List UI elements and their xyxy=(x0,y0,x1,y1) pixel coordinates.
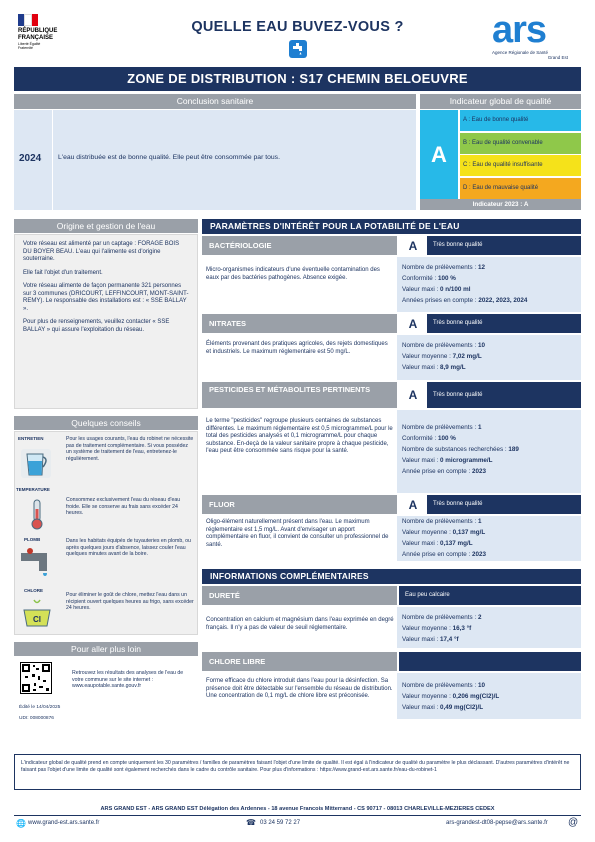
advice-tag: PLOMB xyxy=(24,537,41,542)
params-header: PARAMÈTRES D'INTÉRÊT POUR LA POTABILITÉ DE L'EAU xyxy=(202,219,581,234)
ars-sub2: Grand Est xyxy=(547,55,568,60)
advice-tag: TEMPERATURE xyxy=(16,487,50,492)
param-grade: A xyxy=(401,496,425,514)
legend-a: A : Eau de bonne qualité xyxy=(460,110,581,131)
param-quality: Très bonne qualité xyxy=(427,495,581,514)
param-quality: Très bonne qualité xyxy=(427,236,581,255)
water-jug-icon xyxy=(20,446,54,480)
conclusion-text: L'eau distribuée est de bonne qualité. Elle peut être consommée par tous. xyxy=(58,154,280,161)
param-quality: Très bonne qualité xyxy=(427,314,581,333)
param-grade: A xyxy=(401,384,425,406)
origin-p4: Pour plus de renseignements, veuillez contacter « SSE BALLAY » qui assure l'exploitation du réseau. xyxy=(23,319,170,333)
advice-text: Pour éliminer le goût de chlore, mettez l'eau dans un récipient ouvert quelques heures au frigo, sans excéder 24 heures. xyxy=(66,592,194,611)
indicator-legend xyxy=(460,110,581,199)
marianne-logo xyxy=(18,14,78,56)
zone-title: ZONE DE DISTRIBUTION : S17 CHEMIN BELOEUVRE xyxy=(14,67,581,91)
comp-chlore xyxy=(202,652,581,728)
indicator-footer: Indicateur 2023 : A xyxy=(420,199,581,210)
further-text: Retrouvez les résultats des analyses de l'eau de votre commune sur le site internet : www.eaupotable.sante.gouv.fr xyxy=(72,670,184,689)
advice-item-chlore xyxy=(16,584,196,634)
param-quality: Très bonne qualité xyxy=(427,382,581,408)
param-desc: Le terme "pesticides" regroupe plusieurs centaines de substances différentes. Le maximum réglementaire est 0,5 microgramme/L pour le total des pesticides analysés et 0,1 microgramme/L pour chaque substance. En-deçà de la valeur sanitaire propre à chaque pesticide, l'eau peut être consommée sans risque pour la santé. xyxy=(206,418,393,454)
page-title: QUELLE EAU BUVEZ-VOUS ? xyxy=(191,19,404,35)
param-title: PESTICIDES ET MÉTABOLITES PERTINENTS xyxy=(202,382,397,408)
legend-d: D : Eau de mauvaise qualité xyxy=(460,178,581,199)
conclusion-divider xyxy=(52,110,53,210)
svg-text:Cl: Cl xyxy=(33,615,41,624)
comp-quality: Eau peu calcaire xyxy=(399,586,581,605)
origin-p1: Votre réseau est alimenté par un captage : FORAGE BOIS DU BOYER BEAU. L'eau qui l'alimente est d'origine souterraine. xyxy=(23,241,180,262)
indicator-grade: A xyxy=(431,141,447,167)
indicator-header: Indicateur global de qualité xyxy=(420,94,581,109)
param-desc: Micro-organismes indicateurs d'une éventuelle contamination des eaux par des bactéries pathogènes. Absence exigée. xyxy=(206,267,380,281)
origin-box xyxy=(14,234,198,409)
chlorine-icon xyxy=(20,596,54,630)
param-fluor xyxy=(202,495,581,561)
advice-text: Pour les usages courants, l'eau du robinet ne nécessite pas de traitement complémentaire. Si vous possédez un système de traitement de l'eau, entretenez-le régulièrement. xyxy=(66,436,194,462)
ars-sub1: Agence Régionale de Santé xyxy=(492,50,549,55)
param-stats: Nombre de prélèvements : 1 Valeur moyenne : 0,137 mg/L Valeur maxi : 0,137 mg/L Année prise en compte : 2023 xyxy=(397,516,581,561)
comp-title: DURETÉ xyxy=(202,586,397,605)
globe-icon: 🌐 xyxy=(16,819,26,828)
param-title: BACTÉRIOLOGIE xyxy=(202,236,397,255)
footer-address: ARS GRAND EST - ARS GRAND EST Délégation des Ardennes - 18 avenue Francois Mitterrand - CS 90717 - 08013 CHARLEVILLE-MEZIERES CEDEX xyxy=(100,806,495,812)
advice-text: Consommez exclusivement l'eau du réseau d'eau froide. Elle se conserve au frais sans excéder 24 heures. xyxy=(66,497,181,516)
param-bacteriologie xyxy=(202,236,581,312)
param-stats: Nombre de prélèvements : 12 Conformité : 100 % Valeur maxi : 0 n/100 ml Années prises en compte : 2022, 2023, 2024 xyxy=(397,257,581,312)
param-nitrates xyxy=(202,314,581,380)
origin-p2: Elle fait l'objet d'un traitement. xyxy=(23,269,103,276)
further-header: Pour aller plus loin xyxy=(14,642,198,656)
at-icon: @ xyxy=(568,817,579,828)
ars-logo xyxy=(492,10,582,62)
legend-b: B : Eau de qualité convenable xyxy=(460,133,581,154)
phone-icon: ☎ xyxy=(246,818,256,827)
flag-icon xyxy=(18,14,38,26)
advice-tag: CHLORE xyxy=(24,588,43,593)
conclusion-header: Conclusion sanitaire xyxy=(14,94,416,109)
indicator-grade-box xyxy=(420,110,458,199)
motto: Liberté Égalité Fraternité xyxy=(18,42,41,50)
params-sections xyxy=(202,236,581,561)
param-pesticides xyxy=(202,382,581,493)
footer-email[interactable]: ars-grandest-dt08-pepse@ars.sante.fr xyxy=(446,820,548,826)
qr-code[interactable] xyxy=(20,662,52,694)
comp-desc: Forme efficace du chlore introduit dans l'eau pour la désinfection. Sa présence doit être détectable sur l'ensemble du réseau de distribution. Une concentration de 0,1 mg/L de chlore libre est préconisée. xyxy=(206,678,393,699)
advice-header: Quelques conseils xyxy=(14,416,198,430)
comp-stats: Nombre de prélèvements : 2 Valeur moyenne : 16,3 °f Valeur maxi : 17,4 °f xyxy=(397,607,581,648)
ars-logo-text: ars xyxy=(492,9,547,51)
origin-header: Origine et gestion de l'eau xyxy=(14,219,198,233)
param-title: NITRATES xyxy=(202,314,397,333)
legend-c: C : Eau de qualité insuffisante xyxy=(460,155,581,176)
param-grade: A xyxy=(401,237,425,255)
thermometer-icon xyxy=(20,497,54,531)
republic-line2: FRANÇAISE xyxy=(18,35,54,41)
comp-durete xyxy=(202,586,581,648)
pipe-icon xyxy=(20,545,54,579)
param-desc: Éléments provenant des pratiques agricoles, des rejets domestiques et industriels. Le maximum réglementaire est 50 mg/L. xyxy=(206,341,388,355)
footnote-box xyxy=(14,754,581,790)
complementary-header: INFORMATIONS COMPLÉMENTAIRES xyxy=(202,569,581,584)
comp-stats: Nombre de prélèvements : 10 Valeur moyenne : 0,206 mg(Cl2)/L Valeur maxi : 0,49 mg(Cl2)/L xyxy=(397,673,581,719)
conclusion-year: 2024 xyxy=(19,153,42,164)
footer-phone[interactable]: 03 24 59 72 27 xyxy=(260,820,301,826)
advice-item-entretien xyxy=(16,434,196,484)
param-grade: A xyxy=(401,315,425,333)
param-stats: Nombre de prélèvements : 10 Valeur moyenne : 7,02 mg/L Valeur maxi : 8,9 mg/L xyxy=(397,335,581,380)
advice-text: Dans les habitats équipés de tuyauteries en plomb, ou après quelques jours d'absence, laissez couler l'eau quelques minutes avant de la boire. xyxy=(66,538,191,557)
footnote-text: L'indicateur global de qualité prend en compte uniquement les 30 paramètres / familles de paramètres faisant l'objet d'une limite de qualité. Il est égal à l'indicateur de qualité du paramètre le plus déclassant. D'autres paramètres d'intérêt ne faisant pas l'objet d'une limite de qualité sont également recherchés dans le cadre du contrôle sanitaire. Pour plus d'informations : https://www.grand-est.ars.sante.fr/eau-du-robinet-1 xyxy=(21,760,570,773)
comp-quality xyxy=(399,652,581,671)
advice-item-temperature xyxy=(16,485,196,535)
param-desc: Oligo-élément naturellement présent dans l'eau. Le maximum réglementaire est 1,5 mg/L. Avant d'envisager un apport complémentaire en fluor, il convient de consulter un professionnel de santé. xyxy=(206,519,389,548)
footer-divider xyxy=(14,815,581,816)
param-title: FLUOR xyxy=(202,495,397,514)
footer-contacts xyxy=(14,818,581,830)
advice-item-plomb xyxy=(16,535,196,585)
edited-date: Édité le 14/04/2025 xyxy=(19,705,61,710)
param-stats: Nombre de prélèvements : 1 Conformité : 100 % Nombre de substances recherchées : 189 Valeur maxi : 0 microgramme/L Année prise en compte : 2023 xyxy=(397,410,581,493)
origin-p3: Votre réseau alimente de façon permanente 321 personnes sur 3 communes (DRICOURT, LEFFINCOURT, MONT-SAINT-REMY). Le responsable des installations est : « SSE BALLAY ». xyxy=(23,283,189,312)
republic-line1: RÉPUBLIQUE xyxy=(18,28,58,34)
advice-tag: ENTRETIEN xyxy=(18,436,44,441)
tap-icon xyxy=(289,40,307,58)
comp-desc: Concentration en calcium et magnésium dans l'eau exprimée en degré français. Il n'y a pas de valeur de seuil réglementaire. xyxy=(206,617,394,631)
comp-title: CHLORE LIBRE xyxy=(202,652,397,671)
footer-website[interactable]: www.grand-est.ars.sante.fr xyxy=(28,820,100,826)
udi-code: UDI: 008000876 xyxy=(19,716,54,721)
